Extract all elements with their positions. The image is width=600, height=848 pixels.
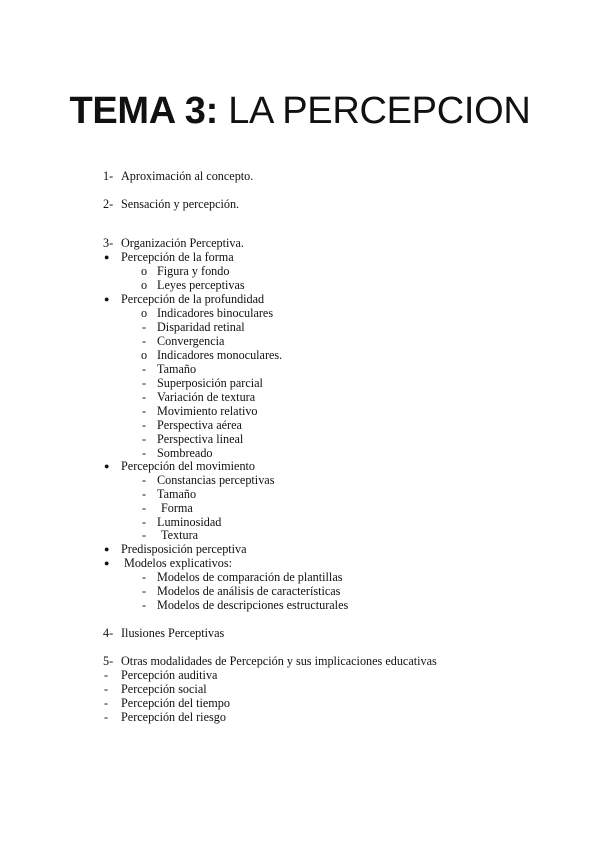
bullet-icon: ● [104,461,110,471]
bullet-label: Percepción de la profundidad [121,292,265,306]
dash-marker-icon: - [142,418,147,432]
list-item-label: Modelos de análisis de características [157,584,341,598]
title-topic-number: TEMA 3: [69,90,218,132]
dash-marker-icon: - [142,446,147,460]
dash-marker-icon: - [142,570,147,584]
list-item-label: Perspectiva lineal [157,432,244,446]
list-item-label: Perspectiva aérea [157,418,242,432]
list-item-label: Percepción del riesgo [121,710,226,724]
dash-marker-icon: - [142,362,147,376]
dash-marker-icon: - [104,710,109,724]
dash-marker-icon: - [142,528,147,542]
list-item-label: Modelos de comparación de plantillas [157,570,343,584]
dash-marker-icon: - [142,376,147,390]
list-item-label: Percepción auditiva [121,668,218,682]
bullet-icon: ● [104,294,110,304]
title-topic-name: LA PERCEPCION [228,90,531,132]
dash-marker-icon: - [142,390,147,404]
bullet-icon: ● [104,252,110,262]
bullet-label: Percepción del movimiento [121,459,256,473]
dash-marker-icon: - [142,598,147,612]
list-item-label: Percepción social [121,682,207,696]
list-item-label: Modelos de descripciones estructurales [157,598,349,612]
list-item-label: Luminosidad [157,515,222,529]
dash-marker-icon: - [104,668,109,682]
bullet-label: Predisposición perceptiva [121,542,247,556]
list-item-label: Variación de textura [157,390,256,404]
list-item-label: Tamaño [157,487,197,501]
list-item-label: Superposición parcial [157,376,263,390]
circle-marker-icon: o [141,306,148,320]
dash-marker-icon: - [142,473,147,487]
dash-marker-icon: - [142,404,147,418]
list-item-label: Indicadores binoculares [157,306,274,320]
section-number: 1- [103,169,114,183]
list-item-label: Convergencia [157,334,225,348]
list-item-label: Sombreado [157,446,213,460]
section-label: Aproximación al concepto. [121,169,254,183]
page-title [0,88,600,134]
list-item-label: Figura y fondo [157,264,230,278]
section-number: 4- [103,626,114,640]
bullet-icon: ● [104,544,110,554]
dash-marker-icon: - [142,487,147,501]
list-item-label: Disparidad retinal [157,320,245,334]
dash-marker-icon: - [142,320,147,334]
section-number: 2- [103,197,114,211]
dash-marker-icon: - [142,501,147,515]
bullet-label: Modelos explicativos: [124,556,232,570]
dash-marker-icon: - [104,682,109,696]
section-number: 5- [103,654,114,668]
dash-marker-icon: - [104,696,109,710]
section-label: Organización Perceptiva. [121,236,244,250]
dash-marker-icon: - [142,334,147,348]
section-number: 3- [103,236,114,250]
bullet-label: Percepción de la forma [121,250,234,264]
circle-marker-icon: o [141,348,148,362]
circle-marker-icon: o [141,264,148,278]
list-item-label: Movimiento relativo [157,404,258,418]
section-label: Otras modalidades de Percepción y sus implicaciones educativas [121,654,437,668]
list-item-label: Tamaño [157,362,197,376]
list-item-label: Constancias perceptivas [157,473,275,487]
dash-marker-icon: - [142,515,147,529]
dash-marker-icon: - [142,584,147,598]
list-item-label: Indicadores monoculares. [157,348,283,362]
section-label: Ilusiones Perceptivas [121,626,225,640]
section-label: Sensación y percepción. [121,197,240,211]
bullet-icon: ● [104,558,110,568]
list-item-label: Leyes perceptivas [157,278,245,292]
circle-marker-icon: o [141,278,148,292]
list-item-label: Textura [161,528,199,542]
list-item-label: Percepción del tiempo [121,696,230,710]
list-item-label: Forma [161,501,193,515]
dash-marker-icon: - [142,432,147,446]
